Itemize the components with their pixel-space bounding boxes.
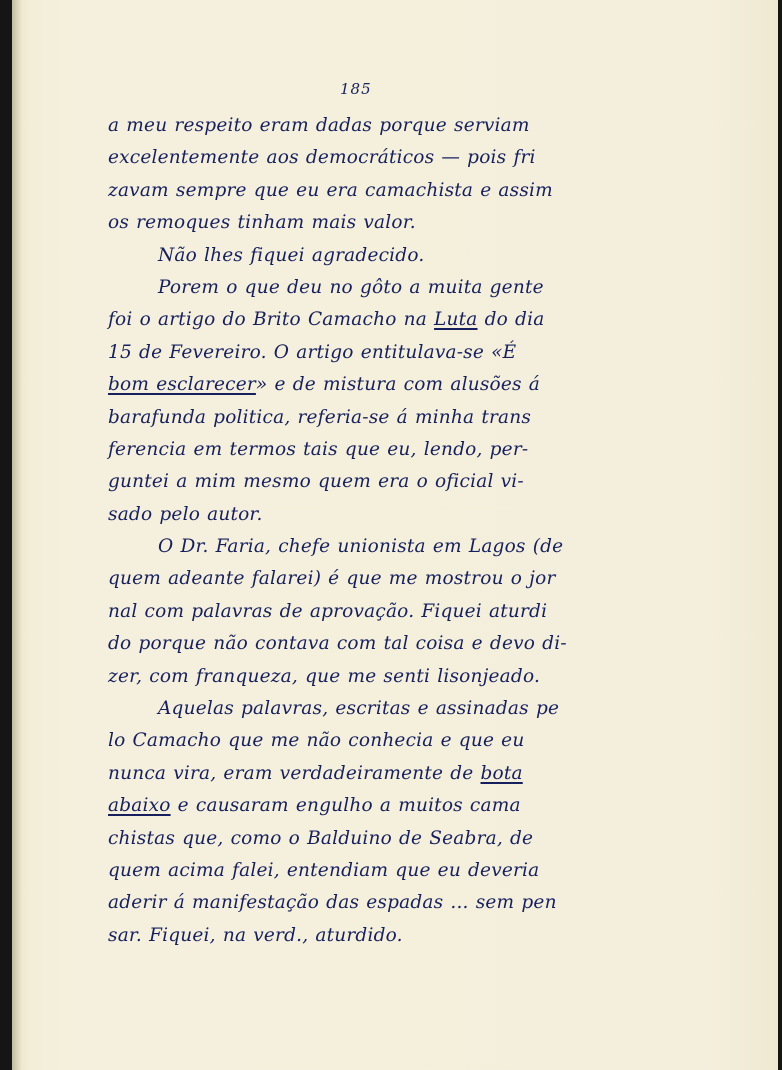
text-line: [108, 531, 628, 563]
text-line: [108, 369, 628, 401]
text-line: [108, 693, 628, 725]
line-text: ferencia em termos tais que eu, lendo, per-: [108, 438, 529, 460]
text-line: [108, 272, 628, 304]
text-line: [108, 434, 628, 466]
line-text: nal com palavras de aprovação. Fiquei aturdi: [108, 600, 548, 622]
text-line: [108, 499, 628, 531]
line-text: sar. Fiquei, na verd., aturdido.: [108, 924, 403, 946]
text-line: [108, 110, 628, 142]
text-line: [108, 920, 628, 952]
text-line: [108, 207, 628, 239]
text-line: [108, 142, 628, 174]
line-text: Porem o que deu no gôto a muita gente: [158, 276, 544, 298]
line-text: nunca vira, eram verdadeiramente de: [108, 762, 481, 784]
text-line: [108, 790, 628, 822]
line-text: 15 de Fevereiro. O artigo entitulava-se «É: [108, 341, 517, 363]
line-text: os remoques tinham mais valor.: [108, 212, 416, 234]
line-text: a meu respeito eram dadas porque serviam: [108, 115, 530, 136]
text-line: [108, 240, 628, 272]
underlined-text: bota: [480, 762, 523, 784]
binding-shadow: [12, 0, 22, 1070]
line-text: guntei a mim mesmo quem era o oficial vi-: [108, 471, 524, 493]
underlined-text: bom esclarecer: [108, 374, 256, 396]
line-text: do dia: [477, 309, 545, 331]
text-line: [108, 628, 628, 660]
line-text: barafunda politica, referia-se á minha trans: [108, 406, 532, 428]
line-text: Não lhes fiquei agradecido.: [158, 244, 425, 266]
text-line: [108, 402, 628, 434]
line-text: sado pelo autor.: [108, 503, 263, 525]
line-text: foi o artigo do Brito Camacho na: [108, 309, 435, 331]
underlined-text: abaixo: [108, 795, 171, 817]
text-line: [108, 466, 628, 498]
line-text: lo Camacho que me não conhecia e que eu: [108, 730, 525, 752]
underlined-text: Luta: [434, 309, 478, 331]
line-text: e causaram engulho a muitos cama: [170, 795, 521, 817]
text-line: [108, 304, 628, 336]
text-line: [108, 661, 628, 693]
line-text: quem acima falei, entendiam que eu deveria: [108, 859, 540, 881]
line-text: Aquelas palavras, escritas e assinadas pe: [158, 698, 560, 720]
text-line: [108, 887, 628, 919]
line-text: O Dr. Faria, chefe unionista em Lagos (de: [158, 536, 564, 558]
text-line: [108, 563, 628, 595]
text-line: [108, 596, 628, 628]
text-line: [108, 855, 628, 887]
line-text: chistas que, como o Balduino de Seabra, de: [108, 827, 534, 849]
line-text: aderir á manifestação das espadas ... sem pen: [108, 892, 557, 914]
line-text: » e de mistura com alusões á: [255, 374, 541, 396]
text-line: [108, 337, 628, 369]
line-text: zavam sempre que eu era camachista e assim: [108, 179, 553, 201]
text-line: [108, 725, 628, 757]
line-text: excelentemente aos democráticos — pois fri: [108, 147, 536, 169]
text-line: [108, 758, 628, 790]
text-line: [108, 175, 628, 207]
line-text: zer, com franqueza, que me senti lisonjeado.: [108, 665, 541, 687]
text-line: [108, 823, 628, 855]
handwritten-text-block: [108, 110, 628, 952]
line-text: quem adeante falarei) é que me mostrou o jor: [108, 568, 556, 590]
line-text: do porque não contava com tal coisa e devo di-: [108, 633, 567, 655]
page-number: 185: [340, 80, 372, 98]
